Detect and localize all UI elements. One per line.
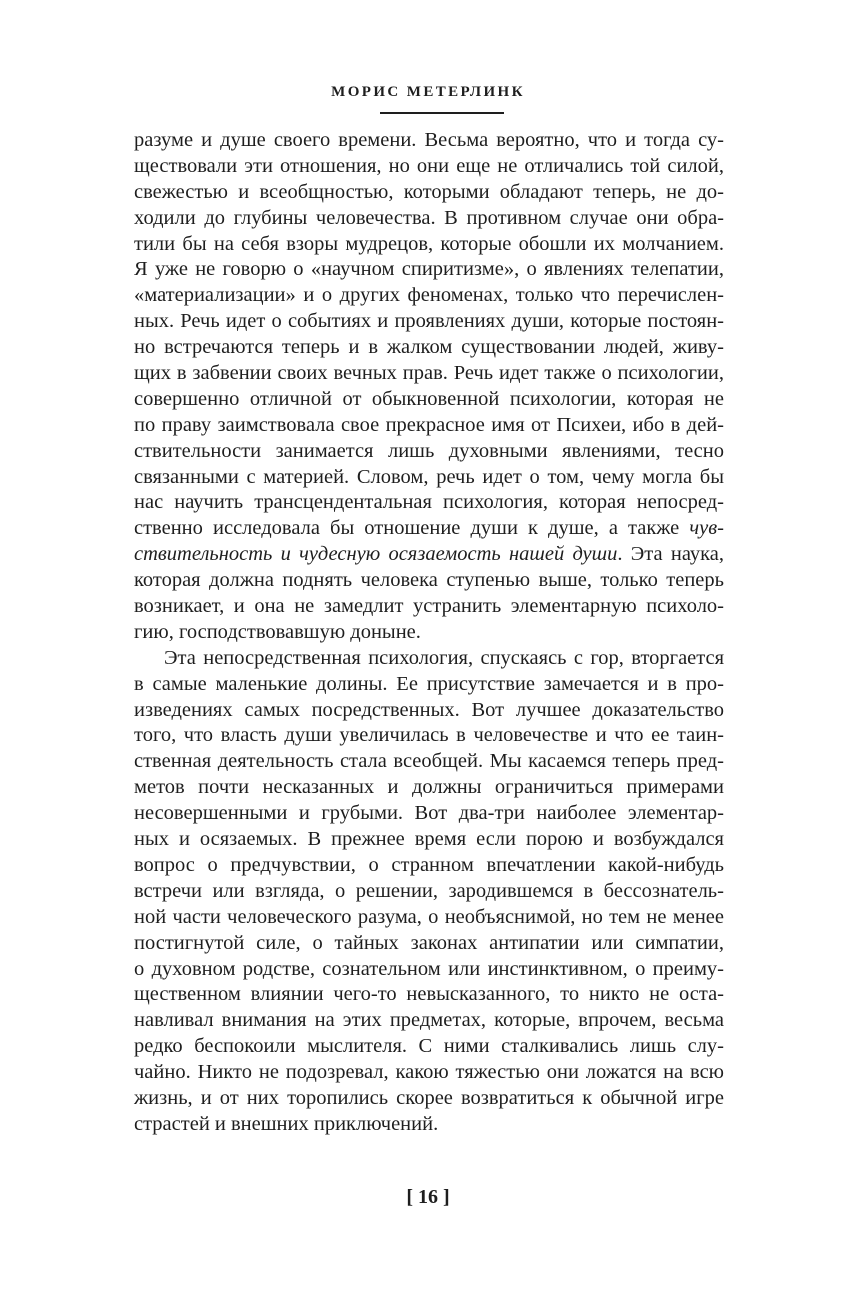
text-line: ной части человеческого разума, о необъяснимой, но тем не менее [134, 905, 724, 928]
text-line: которая должна поднять человека ступенью выше, только теперь [134, 569, 724, 592]
text-line: встречи или взгляда, о решении, зародившемся в бессознатель- [134, 879, 724, 902]
text-line: редко беспокоили мыслителя. С ними сталкивались лишь слу- [134, 1035, 724, 1058]
running-title: МОРИС МЕТЕРЛИНК [331, 84, 525, 100]
text-line: нас научить трансцендентальная психология, которая непосред- [134, 491, 724, 514]
text-line: ствительности занимается лишь духовными явлениями, тесно [134, 439, 724, 462]
text-line: Я уже не говорю о «научном спиритизме», о явлениях телепатии, [134, 258, 724, 281]
text-line: свежестью и всеобщностью, которыми обладают теперь, не до- [134, 180, 724, 203]
text-line: метов почти несказанных и должны ограничиться примерами [134, 776, 724, 799]
italic-segment: чув- [689, 517, 724, 540]
text-line: о духовном родстве, сознательном или инстинктивном, о преиму- [134, 957, 724, 980]
text-line: щих в забвении своих вечных прав. Речь идет также о психологии, [134, 362, 724, 385]
text-line: щественном влиянии чего-то невысказанного, то никто не оста- [134, 983, 724, 1006]
text-line-mixed [134, 516, 724, 542]
text-line: навливал внимания на этих предметах, которые, впрочем, весьма [134, 1009, 724, 1032]
text-line: изведениях самых посредственных. Вот лучшее доказательство [134, 698, 724, 721]
text-line: ществовали эти отношения, но они еще не отличались той силой, [134, 154, 724, 177]
text-line: но встречаются теперь и в жалком существовании людей, живу- [134, 336, 724, 359]
italic-segment: ствительность и чудесную осязаемость нашей души [134, 543, 618, 566]
text-line: «материализации» и о других феноменах, только что перечислен- [134, 284, 724, 307]
text-segment: . Эта наука, [617, 543, 724, 566]
text-line: разуме и душе своего времени. Весьма вероятно, что и тогда су- [134, 129, 724, 151]
text-line: постигнутой силе, о тайных законах антипатии или симпатии, [134, 931, 724, 954]
text-line: ных и осязаемых. В прежнее время если порою и возбуждался [134, 828, 724, 851]
header-rule [380, 112, 504, 114]
text-line: несовершенными и грубыми. Вот два-три наиболее элементар- [134, 802, 724, 825]
text-line-paragraph-start: Эта непосредственная психология, спускаясь с гор, вторгается [164, 646, 724, 669]
text-line: ственная деятельность стала всеобщей. Мы касаемся теперь пред- [134, 750, 724, 773]
text-line: ных. Речь идет о событиях и проявлениях души, которые постоян- [134, 310, 724, 333]
text-line: связанными с материей. Словом, речь идет о том, чему могла бы [134, 465, 724, 488]
text-line: жизнь, и от них торопились скорее возвратиться к обычной игре [134, 1086, 724, 1109]
page-number: [ 16 ] [406, 1186, 450, 1208]
body-text [134, 128, 724, 1138]
text-line: в самые маленькие долины. Ее присутствие замечается и в про- [134, 672, 724, 695]
text-line: совершенно отличной от обыкновенной психологии, которая не [134, 387, 724, 410]
text-line: того, что власть души увеличилась в человечестве и что ее таин- [134, 724, 724, 747]
text-line-paragraph-end: гию, господствовавшую доныне. [134, 620, 421, 643]
text-line-paragraph-end: страстей и внешних приключений. [134, 1112, 439, 1135]
text-line: чайно. Никто не подозревал, какою тяжестью они ложатся на всю [134, 1061, 724, 1084]
text-line: вопрос о предчувствии, о странном впечатлении какой-нибудь [134, 853, 724, 876]
text-line: ходили до глубины человечества. В противном случае они обра- [134, 206, 724, 229]
text-segment: ственно исследовала бы отношение души к душе, а также [134, 517, 680, 540]
text-line: тили бы на себя взоры мудрецов, которые обошли их молчанием. [134, 232, 724, 255]
text-line: возникает, и она не замедлит устранить элементарную психоло- [134, 595, 724, 618]
text-line: по праву заимствовала свое прекрасное имя от Психеи, ибо в дей- [134, 413, 724, 436]
text-line-mixed [134, 542, 724, 568]
